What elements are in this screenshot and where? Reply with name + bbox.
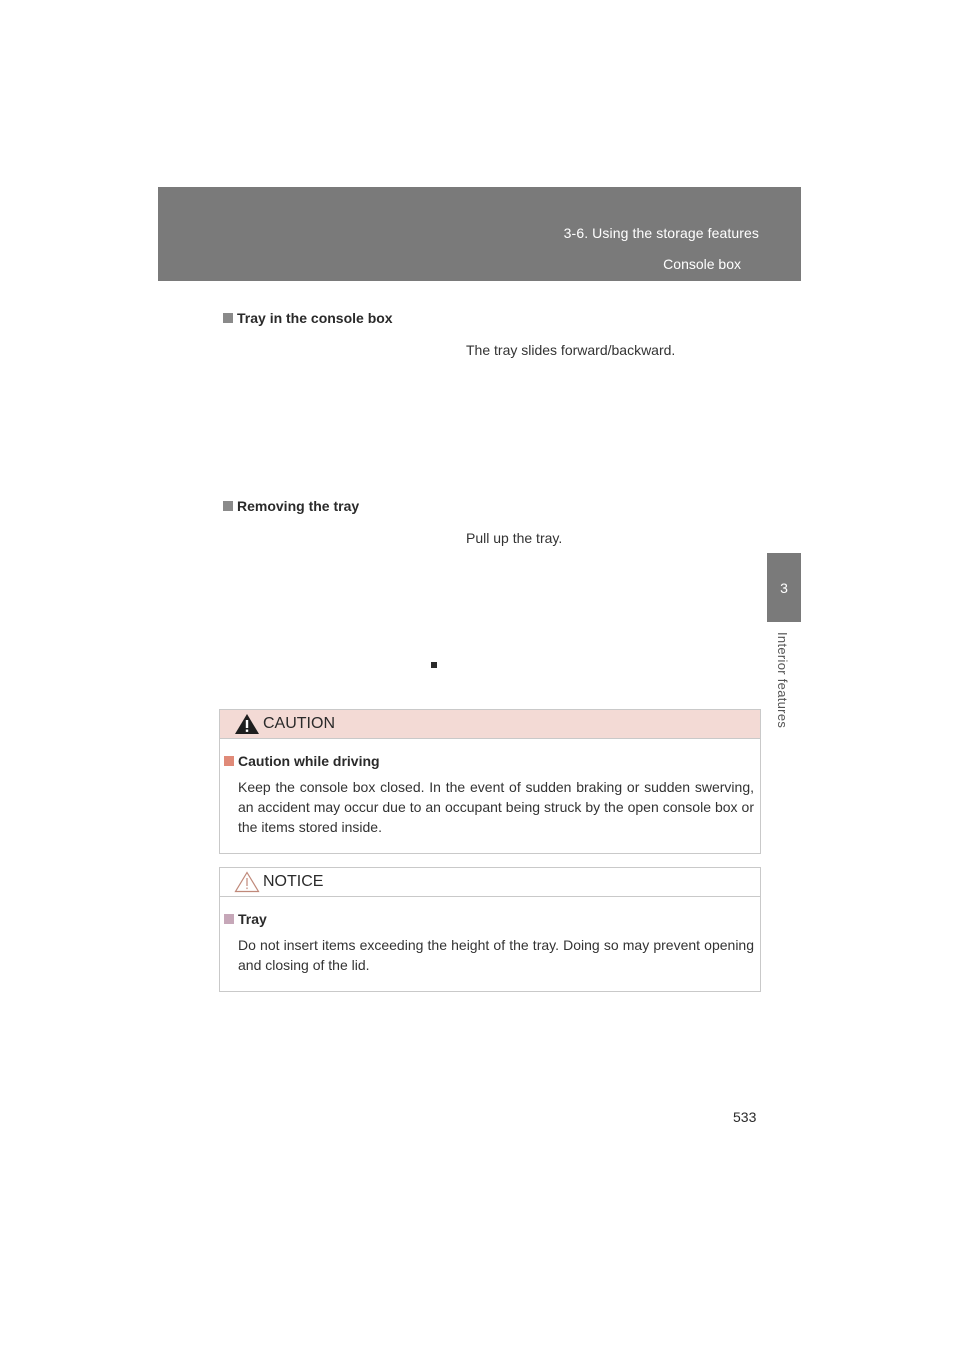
notice-item-text: Do not insert items exceeding the height of the tray. Doing so may prevent opening and closing of the lid. xyxy=(238,937,754,973)
notice-label: NOTICE xyxy=(263,873,324,890)
square-bullet-icon xyxy=(223,313,233,323)
heading-tray xyxy=(223,310,393,326)
heading-removing-tray-text: Removing the tray xyxy=(237,498,360,514)
warning-triangle-icon xyxy=(234,713,260,735)
caution-bar xyxy=(220,710,760,739)
section-title: 3-6. Using the storage features xyxy=(563,225,759,241)
square-bullet-icon xyxy=(223,501,233,511)
caution-box xyxy=(219,709,761,854)
notice-item-title xyxy=(224,911,760,927)
notice-item-title-text: Tray xyxy=(238,911,267,927)
caution-item-title xyxy=(224,753,760,769)
page-number: 533 xyxy=(733,1109,757,1125)
square-bullet-icon xyxy=(224,914,234,924)
caution-label: CAUTION xyxy=(263,715,335,732)
figure-marker-icon xyxy=(431,662,437,668)
page-header xyxy=(158,187,801,281)
caution-item-text: Keep the console box closed. In the event of sudden braking or sudden swerving, an accident may occur due to an occupant being struck by the open console box or the items stored inside. xyxy=(238,779,754,835)
caution-item-title-text: Caution while driving xyxy=(238,753,380,769)
subsection-title: Console box xyxy=(663,256,741,272)
notice-triangle-icon xyxy=(234,871,260,893)
description-tray: The tray slides forward/backward. xyxy=(466,342,676,358)
description-removing-tray: Pull up the tray. xyxy=(466,530,563,546)
notice-bar xyxy=(220,868,760,897)
chapter-number-tab: 3 xyxy=(767,553,801,622)
heading-removing-tray xyxy=(223,498,359,514)
heading-tray-text: Tray in the console box xyxy=(237,310,393,326)
chapter-title-vertical: Interior features xyxy=(775,632,790,729)
notice-box xyxy=(219,867,761,992)
square-bullet-icon xyxy=(224,756,234,766)
